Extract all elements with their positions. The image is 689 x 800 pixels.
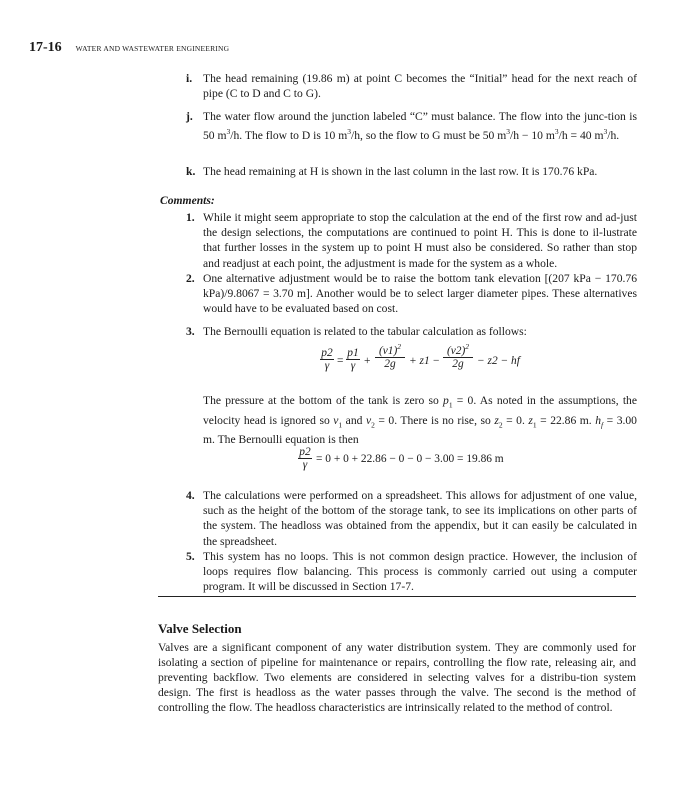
comment-3-text: The Bernoulli equation is related to the tabular calculation as follows: <box>203 325 527 338</box>
plus-sign: + <box>364 355 371 367</box>
page-header <box>29 38 229 56</box>
p2-numerator: p2 <box>321 347 333 359</box>
result-rhs: = 0 + 0 + 22.86 − 0 − 0 − 3.00 = 19.86 m <box>316 453 504 465</box>
result-p2: p2 <box>299 446 311 458</box>
step-i-label: i. <box>186 72 193 85</box>
step-k-text: The head remaining at H is shown in the last column in the last row. It is 170.76 kPa. <box>203 165 598 178</box>
step-j-text: The water flow around the junction labeled “C” must balance. The flow into the junc-tion is 50 $m^3/h$. The flow to D is 10 $m^3/h$, so the flow to G must be 50 $m^3/h - 10$ $m^3/h = 40$ $m^3/h$. <box>203 110 637 143</box>
section-title: Valve Selection <box>158 621 242 636</box>
p1-numerator: p1 <box>347 347 359 359</box>
two-g-denominator-2: 2g <box>452 357 464 370</box>
v2-square-exponent: 2 <box>465 342 470 351</box>
running-head: WATER AND WASTEWATER ENGINEERING <box>75 44 230 53</box>
step-j-label: j. <box>186 110 193 123</box>
plus-z1-term: + z1 <box>409 355 430 367</box>
v1-squared-numerator: (v1) <box>378 344 398 357</box>
section-divider <box>158 596 636 597</box>
comment-4-text: The calculations were performed on a spreadsheet. This allows for adjustment of one value, such as the height of the bottom of the storage tank, to see its implications on other parts of the system. The headloss was obtained from the appendix, but it can easily be calculated in the spreadsheet. <box>203 489 637 548</box>
comment-1-text: While it might seem appropriate to stop the calculation at the end of the first row and ad-just the design selections, the computations are continued to point H. This is done to il-lustrate that further losses in the system up to point H must also be considered. So rather than stop and readjust at each point, the adjustment is made for the system as a whole. <box>203 211 637 270</box>
minus-sign: − <box>433 355 440 367</box>
comments-heading: Comments: <box>160 194 215 207</box>
two-g-denominator-1: 2g <box>384 357 396 370</box>
v2-squared-numerator: (v2) <box>446 344 466 357</box>
step-i-text: The head remaining (19.86 m) at point C becomes the “Initial” head for the next reach of pipe (C to D and C to G). <box>203 72 637 101</box>
comment-1-label: 1. <box>186 211 195 224</box>
page-number: 17-16 <box>29 40 62 55</box>
gamma-denominator-1: γ <box>324 360 330 372</box>
comment-2-label: 2. <box>186 272 195 285</box>
comment-5-text: This system has no loops. This is not common design practice. However, the inclusion of loops requires flow balancing. This process is commonly carried out using a computer program. It will be discussed in Section 17-7. <box>203 550 637 594</box>
minus-z2-hf-term: − z2 − hf <box>477 355 520 367</box>
bernoulli-explanation: The pressure at the bottom of the tank is zero so $p_1 = 0$. As noted in the assumptions, the velocity head is ignored so $v_1$ and $v_2 = 0$. There is no rise, so $z_2 = 0$. $z_1 = 22.86$ m. $h_f = 3.00$ m. The Bernoulli equation is then <box>203 394 637 447</box>
v1-square-exponent: 2 <box>397 342 402 351</box>
gamma-denominator-2: γ <box>350 360 356 372</box>
result-gamma: γ <box>302 459 308 471</box>
comment-5-label: 5. <box>186 550 195 563</box>
step-k-label: k. <box>186 165 196 178</box>
comment-3-label: 3. <box>186 325 195 338</box>
equals-sign: = <box>337 355 344 367</box>
comment-2-text: One alternative adjustment would be to raise the bottom tank elevation [(207 kPa − 170.76 kPa)/9.8067 = 3.70 m]. Another would be to select larger diameter pipes. These alternatives would have to be evaluated based on cost. <box>203 272 637 316</box>
comment-4-label: 4. <box>186 489 195 502</box>
valve-selection-paragraph: Valves are a significant component of any water distribution system. They are commonly used for isolating a section of pipeline for maintenance or repairs, controlling the flow rate, releasing air, and preventing backflow. Two elements are considered in selecting valves for a distribu-tion system design. The first is headloss as the water passes through the valve. The second is the method of controlling the flow. The headloss characteristics are intrinsically related to the method of control. <box>158 641 636 715</box>
